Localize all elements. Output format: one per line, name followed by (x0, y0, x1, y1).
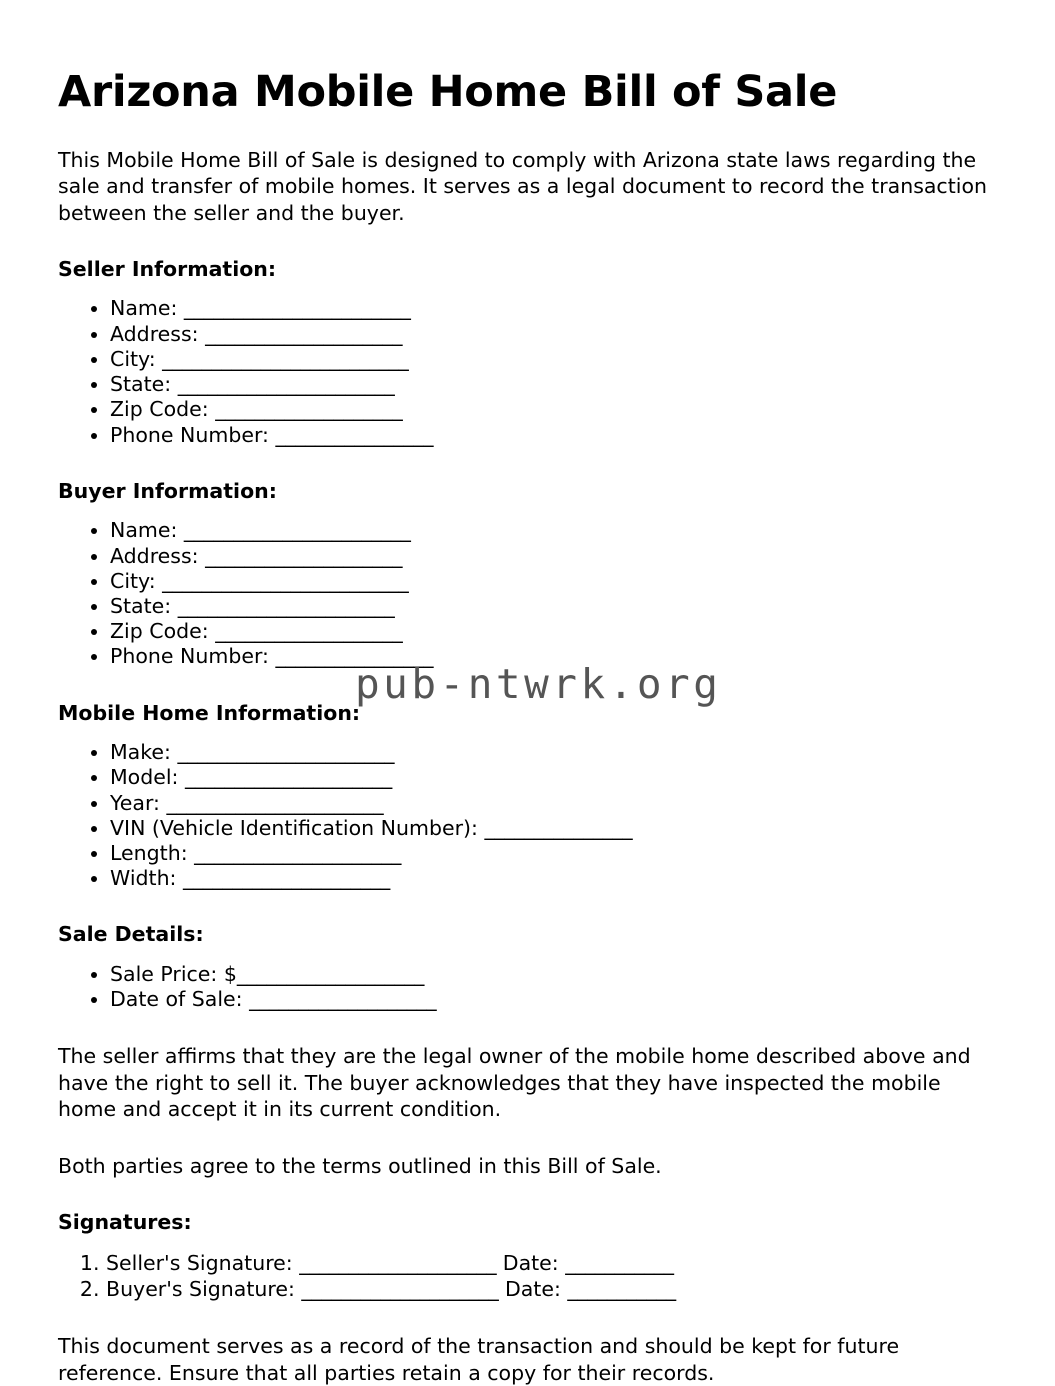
field-label: Date of Sale: (110, 987, 243, 1012)
field-label: Zip Code: (110, 397, 209, 422)
list-item (110, 594, 995, 619)
list-item (106, 1251, 995, 1276)
signature-blank[interactable]: ____________________ (299, 1250, 497, 1275)
affirmation-paragraph: The seller affirms that they are the legal owner of the mobile home described above and have the right to sell it. The buyer acknowledges that they have inspected the mobile home and accept it in its current condition. (58, 1044, 971, 1121)
date-blank[interactable]: ___________ (567, 1277, 676, 1302)
field-blank[interactable]: ______________________ (177, 593, 395, 618)
closing-paragraph: This document serves as a record of the transaction and should be kept for future reference. Ensure that all parties retain a copy for their records. (58, 1334, 900, 1385)
list-item (110, 518, 995, 543)
signature-blank[interactable]: ____________________ (301, 1277, 499, 1302)
field-blank[interactable]: _______________ (484, 815, 633, 840)
list-item (110, 347, 995, 372)
field-label: Year: (110, 790, 160, 815)
field-blank[interactable]: _______________________ (183, 518, 411, 543)
page-title: Arizona Mobile Home Bill of Sale (58, 67, 838, 117)
list-item (110, 544, 995, 569)
watermark-text: pub-ntwrk.org (355, 660, 722, 708)
field-label: State: (110, 593, 172, 618)
field-blank[interactable]: _________________________ (162, 346, 409, 371)
field-blank[interactable]: ______________________ (177, 372, 395, 397)
list-item (110, 841, 995, 866)
list-item (110, 619, 995, 644)
date-label: Date: (504, 1277, 561, 1302)
list-item (110, 644, 995, 669)
agreement-paragraph: Both parties agree to the terms outlined in this Bill of Sale. (58, 1154, 662, 1179)
list-item (110, 987, 995, 1012)
field-label: Name: (110, 296, 178, 321)
field-label: Zip Code: (110, 619, 209, 644)
buyer-information-list (58, 518, 995, 669)
field-blank[interactable]: ______________________ (166, 790, 384, 815)
field-label: Phone Number: (110, 422, 269, 447)
field-blank[interactable]: ________________ (275, 644, 434, 669)
field-blank[interactable]: ___________________ (236, 962, 425, 987)
field-blank[interactable]: _____________________ (183, 866, 390, 891)
field-blank[interactable]: ___________________ (215, 397, 403, 422)
signature-label: Buyer's Signature: (106, 1277, 295, 1302)
list-item (110, 740, 995, 765)
field-blank[interactable]: ____________________ (205, 543, 403, 568)
field-label: Make: (110, 740, 171, 765)
field-label: Phone Number: (110, 644, 269, 669)
list-item (110, 816, 995, 841)
list-item (110, 791, 995, 816)
signatures-list (58, 1251, 995, 1302)
signatures-heading: Signatures: (58, 1210, 192, 1235)
field-blank[interactable]: ____________________ (205, 321, 403, 346)
mobile-home-information-list (58, 740, 995, 891)
field-blank[interactable]: _______________________ (183, 296, 411, 321)
date-label: Date: (502, 1250, 559, 1275)
field-label: Model: (110, 765, 179, 790)
field-label: VIN (Vehicle Identification Number): (110, 815, 478, 840)
field-label: City: (110, 346, 156, 371)
field-label: State: (110, 372, 172, 397)
list-item (110, 322, 995, 347)
mobile-home-information-heading: Mobile Home Information: (58, 700, 361, 725)
list-item (106, 1277, 995, 1302)
list-item (110, 372, 995, 397)
list-item (110, 423, 995, 448)
field-blank[interactable]: ___________________ (215, 619, 403, 644)
list-item (110, 569, 995, 594)
field-label: Sale Price: $ (110, 962, 237, 987)
list-item (110, 397, 995, 422)
list-item (110, 962, 995, 987)
date-blank[interactable]: ___________ (565, 1250, 674, 1275)
field-blank[interactable]: _________________________ (162, 568, 409, 593)
field-label: Address: (110, 321, 199, 346)
field-label: Length: (110, 840, 188, 865)
field-label: City: (110, 568, 156, 593)
field-blank[interactable]: _____________________ (185, 765, 392, 790)
list-item (110, 765, 995, 790)
field-blank[interactable]: ___________________ (249, 987, 437, 1012)
list-item (110, 866, 995, 891)
intro-paragraph: This Mobile Home Bill of Sale is designed to comply with Arizona state laws regarding the sale and transfer of mobile homes. It serves as a legal document to record the transaction between the seller and the buyer. (58, 148, 987, 225)
sale-details-heading: Sale Details: (58, 922, 204, 947)
field-blank[interactable]: ______________________ (177, 740, 395, 765)
seller-information-heading: Seller Information: (58, 256, 277, 281)
sale-details-list (58, 962, 995, 1012)
field-blank[interactable]: ________________ (275, 422, 434, 447)
signature-label: Seller's Signature: (106, 1250, 293, 1275)
list-item (110, 296, 995, 321)
field-blank[interactable]: _____________________ (194, 840, 402, 865)
field-label: Address: (110, 543, 199, 568)
seller-information-list (58, 296, 995, 447)
field-label: Name: (110, 518, 178, 543)
buyer-information-heading: Buyer Information: (58, 478, 277, 503)
field-label: Width: (110, 866, 177, 891)
